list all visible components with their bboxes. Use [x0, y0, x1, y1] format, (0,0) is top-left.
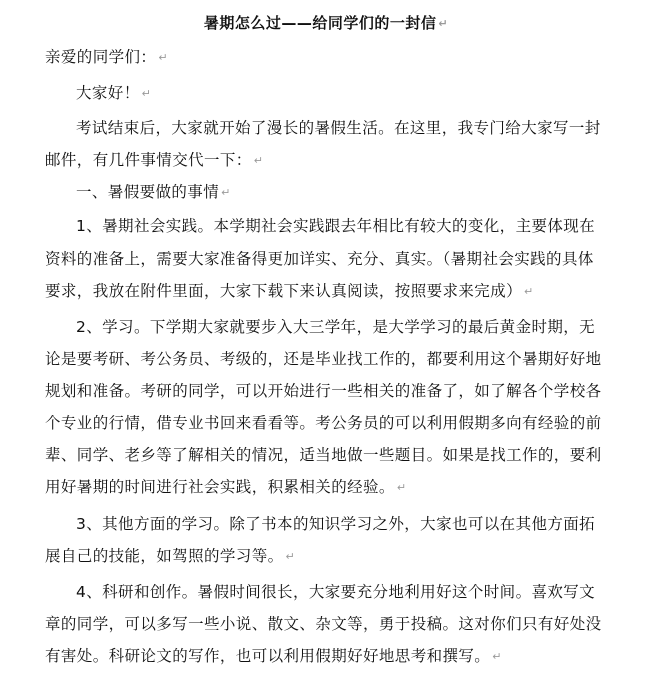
- paragraph-line: 2、学习。下学期大家就要步入大三学年，是大学学习的最后黄金时期，无: [76, 318, 596, 336]
- paragraph-line: 1、暑期社会实践。本学期社会实践跟去年相比有较大的变化，主要体现在: [76, 217, 596, 235]
- paragraph-line: 规划和准备。考研的同学，可以开始进行一些相关的准备了，如了解各个学校各: [45, 382, 602, 400]
- paragraph-line: 用好暑期的时间进行社会实践，积累相关的经验。 ↵: [45, 478, 407, 496]
- paragraph-line: 辈、同学、老乡等了解相关的情况，适当地做一些题目。如果是找工作的，要利: [45, 446, 602, 464]
- paragraph-mark-icon: ↵: [438, 17, 449, 30]
- paragraph-line: 论是要考研、考公务员、考级的，还是毕业找工作的，都要利用这个暑期好好地: [45, 350, 602, 368]
- paragraph-line: 3、其他方面的学习。除了书本的知识学习之外，大家也可以在其他方面拓: [76, 515, 596, 533]
- paragraph-mark-icon: ↵: [524, 285, 534, 298]
- paragraph-mark-icon: ↵: [396, 481, 407, 494]
- greeting: 大家好！ ↵: [76, 84, 152, 102]
- paragraph-line: 考试结束后，大家就开始了漫长的暑假生活。在这里，我专门给大家写一封: [76, 119, 601, 137]
- paragraph-line: 章的同学，可以多写一些小说、散文、杂文等，勇于投稿。这对你们只有好处没: [45, 615, 602, 633]
- salutation: 亲爱的同学们： ↵: [45, 48, 168, 66]
- paragraph-line: 有害处。科研论文的写作，也可以利用假期好好地思考和撰写。 ↵: [45, 647, 502, 665]
- paragraph-line: 展自己的技能，如驾照的学习等。 ↵: [45, 547, 296, 565]
- paragraph-line: 资料的准备上，需要大家准备得更加详实、充分、真实。（暑期社会实践的具体: [45, 250, 594, 268]
- paragraph-mark-icon: ↵: [158, 51, 168, 64]
- paragraph-line: 邮件，有几件事情交代一下： ↵: [45, 151, 264, 169]
- paragraph-mark-icon: ↵: [285, 550, 296, 563]
- paragraph-mark-icon: ↵: [492, 650, 502, 663]
- letter-title: 暑期怎么过——给同学们的一封信 ↵: [203, 14, 449, 32]
- paragraph-line: 要求，我放在附件里面，大家下载下来认真阅读，按照要求来完成） ↵: [45, 282, 534, 300]
- paragraph-mark-icon: ↵: [141, 87, 152, 100]
- paragraph-mark-icon: ↵: [221, 186, 231, 199]
- paragraph-line: 4、科研和创作。暑假时间很长，大家要充分地利用好这个时间。喜欢写文: [76, 583, 596, 601]
- paragraph-line: 个专业的行情，借专业书回来看看等。考公务员的可以利用假期多向有经验的前: [45, 414, 602, 432]
- paragraph-mark-icon: ↵: [253, 154, 264, 167]
- section-heading: 一、暑假要做的事情 ↵: [76, 183, 231, 201]
